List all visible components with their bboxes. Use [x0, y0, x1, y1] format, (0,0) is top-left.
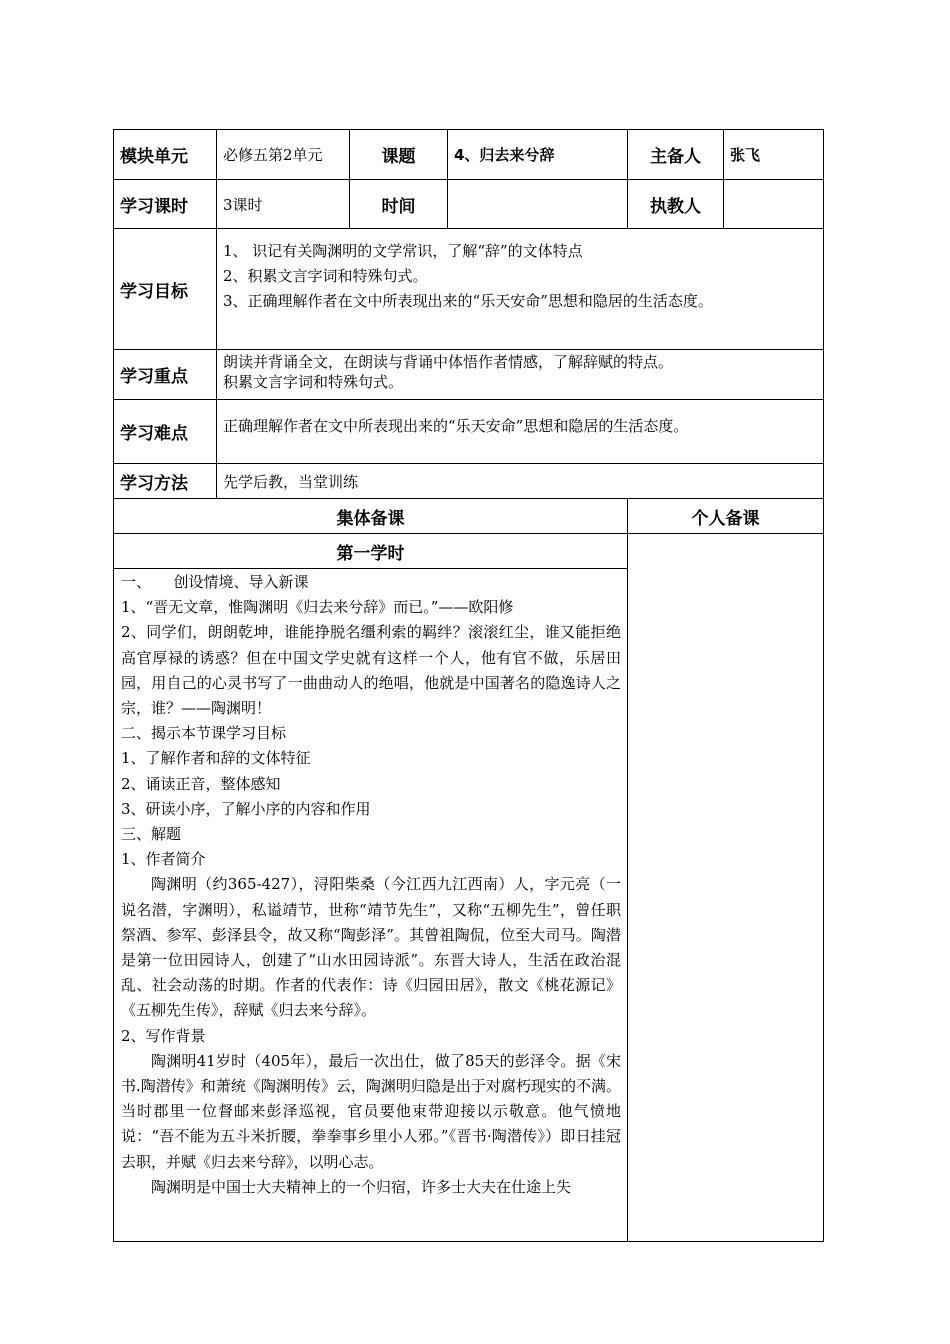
sub-heading: 2、写作背景 [121, 1026, 206, 1045]
paragraph: 陶渊明（约365-427），浔阳柴桑（今江西九江西南）人，字元亮（一说名潜，字渊明），私谥靖节，世称“靖节先生”，又称“五柳先生”，曾任职祭酒、参军、彭泽县令，故又称“陶彭泽”。其曾祖陶侃，位至大司马。陶潜是第一位田园诗人，创建了“山水田园诗派”。东晋大诗人，生活在政治混乱、社会动荡的时期。作者的代表作：诗《归园田居》，散文《桃花源记》《五柳先生传》，辞赋《归去来兮辞》。 [121, 875, 621, 1020]
section-header-row [114, 499, 824, 534]
difficulty-text: 正确理解作者在文中所表现出来的“乐天安命”思想和隐居的生活态度。 [217, 400, 824, 464]
personal-header: 个人备课 [628, 499, 824, 534]
method-text: 先学后教，当堂训练 [217, 464, 824, 499]
sub-heading: 1、作者简介 [121, 850, 206, 869]
teacher-value [724, 180, 824, 229]
collective-header: 集体备课 [114, 499, 628, 534]
preparer-label: 主备人 [628, 130, 724, 180]
paragraph: 1、“晋无文章，惟陶渊明《归去来兮辞》而已。”——欧阳修 [121, 598, 514, 617]
focus-content [217, 350, 824, 400]
section-heading: 二、揭示本节课学习目标 [121, 724, 287, 743]
time-value [448, 180, 628, 229]
preparer-value: 张飞 [724, 130, 824, 180]
module-value: 必修五第2单元 [217, 130, 350, 180]
lesson-plan-sheet [113, 129, 823, 1241]
paragraph: 陶渊明是中国士大夫精神上的一个归宿，许多士大夫在仕途上失 [151, 1177, 572, 1196]
method-label: 学习方法 [114, 464, 217, 499]
paragraph: 陶渊明41岁时（405年），最后一次出仕，做了85天的彭泽令。据《宋书.陶潜传》和萧统《陶渊明传》云，陶渊明归隐是出于对腐朽现实的不满。当时郡里一位督邮来彭泽巡视，官员要他束带迎接以示敬意。他气愤地说：“吾不能为五斗米折腰，拳拳事乡里小人邪。”《晋书·陶潜传》）即日挂冠去职，并赋《归去来兮辞》，以明心志。 [121, 1051, 621, 1171]
lesson-plan-table [113, 129, 824, 1242]
topic-label: 课题 [350, 130, 448, 180]
period-title: 第一学时 [114, 534, 627, 569]
goals-list [217, 229, 824, 350]
time-label: 时间 [350, 180, 448, 229]
goals-label: 学习目标 [114, 229, 217, 350]
method-row [114, 464, 824, 499]
goals-row [114, 229, 824, 350]
list-item: 2、诵读正音，整体感知 [121, 774, 281, 793]
focus-line: 朗读并背诵全文，在朗读与背诵中体悟作者情感，了解辞赋的特点。 [223, 353, 674, 371]
header-row-2 [114, 180, 824, 229]
lesson-content [114, 569, 627, 1200]
hours-label: 学习课时 [114, 180, 217, 229]
goal-item: 3、正确理解作者在文中所表现出来的“乐天安命”思想和隐居的生活态度。 [223, 292, 713, 310]
personal-body [628, 534, 824, 1242]
paragraph: 2、同学们，朗朗乾坤，谁能挣脱名缰利索的羁绊？滚滚红尘，谁又能拒绝高官厚禄的诱惑？但在中国文学史就有这样一个人，他有官不做，乐居田园，用自己的心灵书写了一曲曲动人的绝唱，他就是中国著名的隐逸诗人之宗，谁？——陶渊明！ [121, 623, 621, 718]
topic-value: 4、归去来兮辞 [448, 130, 628, 180]
section-heading: 三、解题 [121, 825, 182, 844]
hours-value: 3课时 [217, 180, 350, 229]
list-item: 1、了解作者和辞的文体特征 [121, 749, 311, 768]
focus-label: 学习重点 [114, 350, 217, 400]
difficulty-label: 学习难点 [114, 400, 217, 464]
header-row-1 [114, 130, 824, 180]
module-label: 模块单元 [114, 130, 217, 180]
body-row [114, 534, 824, 1242]
goal-item: 2、积累文言字词和特殊句式。 [223, 267, 428, 285]
focus-line: 积累文言字词和特殊句式。 [223, 373, 404, 391]
focus-row [114, 350, 824, 400]
goal-item: 1、 识记有关陶渊明的文学常识，了解“辞”的文体特点 [223, 242, 583, 260]
teacher-label: 执教人 [628, 180, 724, 229]
collective-body [114, 534, 628, 1242]
difficulty-row [114, 400, 824, 464]
list-item: 3、研读小序，了解小序的内容和作用 [121, 799, 371, 818]
section-heading: 一、 创设情境、导入新课 [121, 573, 309, 591]
